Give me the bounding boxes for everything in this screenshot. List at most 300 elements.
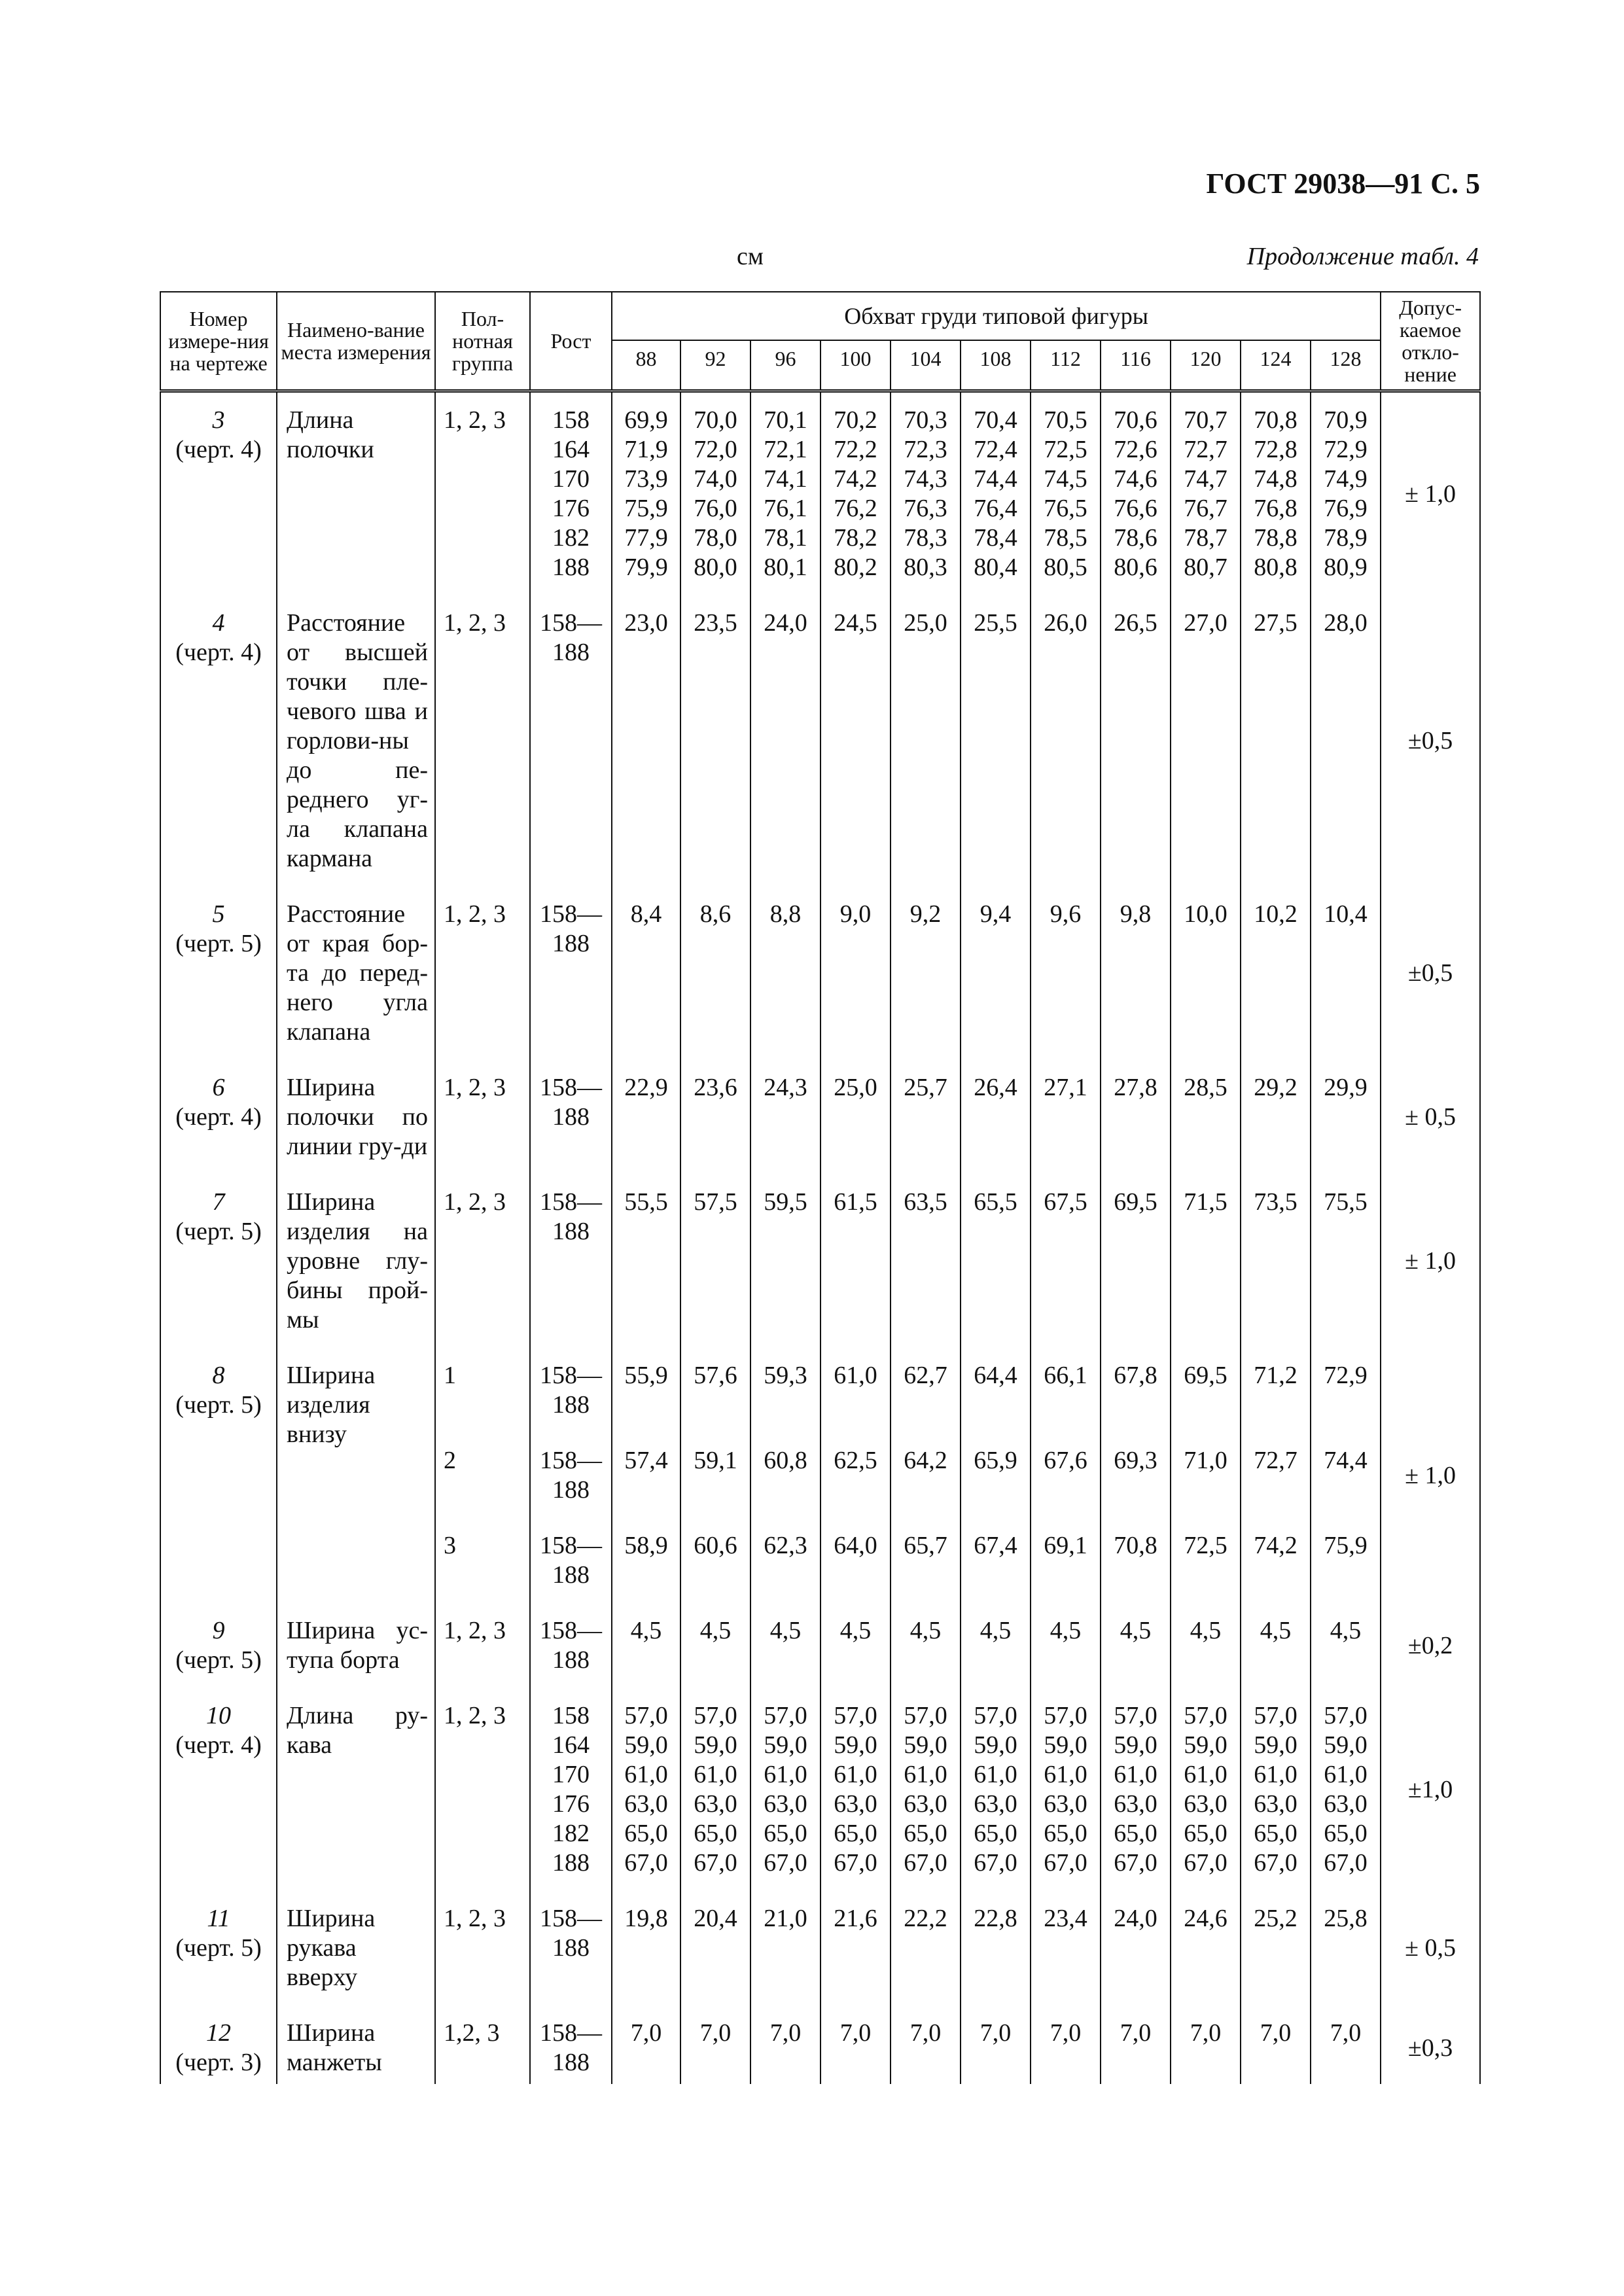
value-cell: [612, 595, 680, 887]
value-line: 29,2: [1254, 1074, 1297, 1101]
value-line: 74,8: [1254, 465, 1297, 493]
value-cell: [680, 595, 750, 887]
chest-size-112: 112: [1031, 340, 1101, 391]
value-line: 57,0: [764, 1702, 807, 1729]
value-cell: 75,9: [1311, 1518, 1381, 1603]
height-value: 158—: [540, 1074, 602, 1101]
value-line: 23,4: [1044, 1905, 1087, 1932]
fullness-group: 1, 2, 3: [435, 1688, 530, 1891]
value-cell: [1171, 595, 1241, 887]
measurement-number: [160, 1348, 277, 1603]
value-line: 78,2: [834, 524, 877, 552]
height-value: 158—: [540, 1532, 602, 1559]
value-line: 7,0: [1330, 2019, 1362, 2047]
value-cell: 62,3: [750, 1518, 821, 1603]
value-line: 75,9: [624, 495, 668, 522]
value-line: 67,0: [764, 1849, 807, 1877]
value-line: 59,0: [1184, 1731, 1227, 1759]
value-line: 10,2: [1254, 900, 1297, 928]
value-cell: [1171, 1603, 1241, 1688]
tolerance-cell: ±1,0: [1381, 1688, 1480, 1891]
value-line: 63,0: [764, 1790, 807, 1818]
value-line: 59,0: [624, 1731, 668, 1759]
value-cell: [891, 391, 961, 596]
value-cell: [1101, 391, 1171, 596]
chest-size-108: 108: [961, 340, 1031, 391]
value-cell: 59,3: [750, 1348, 821, 1433]
value-line: 65,0: [974, 1820, 1017, 1847]
value-line: 63,0: [1044, 1790, 1087, 1818]
value-cell: 55,9: [612, 1348, 680, 1433]
value-cell: [961, 595, 1031, 887]
value-cell: [1241, 1891, 1311, 2005]
value-line: 22,2: [904, 1905, 947, 1932]
drawing-ref: (черт. 4): [175, 1731, 262, 1759]
value-line: 70,3: [904, 406, 947, 434]
value-cell: [1241, 595, 1311, 887]
value-line: 57,5: [694, 1188, 737, 1216]
value-line: 67,0: [1254, 1849, 1297, 1877]
value-cell: [612, 1603, 680, 1688]
value-cell: [750, 2005, 821, 2084]
drawing-ref: (черт. 5): [175, 1934, 262, 1962]
value-line: 63,0: [694, 1790, 737, 1818]
value-line: 24,0: [1114, 1905, 1157, 1932]
value-cell: [1171, 2005, 1241, 2084]
value-cell: 57,6: [680, 1348, 750, 1433]
value-line: 10,4: [1324, 900, 1368, 928]
value-cell: 59,1: [680, 1433, 750, 1518]
value-cell: [891, 1688, 961, 1891]
measurement-index: 6: [212, 1074, 225, 1101]
fullness-group: 1, 2, 3: [435, 1174, 530, 1348]
fullness-group: 1,2, 3: [435, 2005, 530, 2084]
value-line: 78,6: [1114, 524, 1157, 552]
value-line: 61,0: [834, 1761, 877, 1788]
value-cell: [821, 595, 891, 887]
value-line: 7,0: [980, 2019, 1012, 2047]
measurement-index: 7: [212, 1188, 225, 1216]
value-line: 65,0: [764, 1820, 807, 1847]
measurement-name: Ширина изделия внизу: [277, 1348, 435, 1603]
value-line: 76,1: [764, 495, 807, 522]
value-line: 72,8: [1254, 436, 1297, 463]
value-line: 74,5: [1044, 465, 1087, 493]
value-cell: [612, 2005, 680, 2084]
value-line: 27,0: [1184, 609, 1227, 637]
value-cell: [680, 1688, 750, 1891]
chest-size-88: 88: [612, 340, 680, 391]
height-value: 188: [552, 1849, 590, 1877]
value-line: 65,0: [694, 1820, 737, 1847]
fullness-group: 2: [435, 1433, 530, 1518]
fullness-group: 1, 2, 3: [435, 595, 530, 887]
value-cell: [1101, 1060, 1171, 1174]
chest-size-104: 104: [891, 340, 961, 391]
value-cell: [750, 1688, 821, 1891]
value-line: 61,0: [1254, 1761, 1297, 1788]
value-line: 8,6: [699, 900, 732, 928]
value-line: 74,3: [904, 465, 947, 493]
standard-header: ГОСТ 29038—91 С. 5: [1206, 168, 1480, 200]
drawing-ref: (черт. 4): [175, 639, 262, 666]
value-cell: [1311, 1891, 1381, 2005]
height-cell: [530, 1174, 612, 1348]
value-line: 65,0: [904, 1820, 947, 1847]
measurement-name: Ширина изделия на уровне глу-бины прой-мы: [277, 1174, 435, 1348]
value-cell: [750, 1174, 821, 1348]
value-line: 10,0: [1184, 900, 1227, 928]
value-line: 8,4: [630, 900, 662, 928]
value-cell: [1241, 887, 1311, 1060]
value-line: 80,8: [1254, 554, 1297, 581]
value-cell: 69,5: [1171, 1348, 1241, 1433]
value-line: 59,0: [974, 1731, 1017, 1759]
value-line: 72,4: [974, 436, 1017, 463]
drawing-ref: (черт. 4): [175, 436, 262, 463]
value-cell: [961, 1891, 1031, 2005]
value-cell: [680, 391, 750, 596]
measurement-name: Ширина манжеты: [277, 2005, 435, 2084]
value-cell: [1311, 887, 1381, 1060]
value-line: 70,1: [764, 406, 807, 434]
value-cell: 64,0: [821, 1518, 891, 1603]
height-value: 170: [552, 465, 590, 493]
header-group: Пол-нотная группа: [435, 292, 530, 391]
value-cell: 72,9: [1311, 1348, 1381, 1433]
value-line: 61,0: [694, 1761, 737, 1788]
value-line: 75,5: [1324, 1188, 1368, 1216]
height-cell: [530, 1060, 612, 1174]
value-line: 65,0: [1324, 1820, 1368, 1847]
value-line: 76,3: [904, 495, 947, 522]
measurement-index: 4: [212, 609, 225, 637]
value-line: 57,0: [974, 1702, 1017, 1729]
value-line: 59,0: [834, 1731, 877, 1759]
value-cell: [1311, 2005, 1381, 2084]
value-line: 57,0: [624, 1702, 668, 1729]
value-cell: [1171, 1688, 1241, 1891]
value-line: 7,0: [1050, 2019, 1082, 2047]
value-cell: 66,1: [1031, 1348, 1101, 1433]
drawing-ref: (черт. 5): [175, 1646, 262, 1674]
measurement-number: [160, 1603, 277, 1688]
value-cell: [891, 2005, 961, 2084]
height-cell: [530, 595, 612, 887]
value-line: 65,0: [1044, 1820, 1087, 1847]
table-row: [160, 1060, 1480, 1174]
height-value: 188: [552, 1391, 590, 1419]
tolerance-cell: ± 0,5: [1381, 1060, 1480, 1174]
value-line: 63,0: [1184, 1790, 1227, 1818]
value-line: 22,9: [624, 1074, 668, 1101]
header-num: Номер измере-ния на чертеже: [160, 292, 277, 391]
fullness-group: 1, 2, 3: [435, 1060, 530, 1174]
height-value: 170: [552, 1761, 590, 1788]
height-value: 158—: [540, 1905, 602, 1932]
value-line: 57,0: [904, 1702, 947, 1729]
value-line: 61,5: [834, 1188, 877, 1216]
value-line: 79,9: [624, 554, 668, 581]
value-line: 28,5: [1184, 1074, 1227, 1101]
value-cell: [750, 1060, 821, 1174]
value-line: 7,0: [1120, 2019, 1152, 2047]
value-line: 27,1: [1044, 1074, 1087, 1101]
value-line: 74,7: [1184, 465, 1227, 493]
height-value: 188: [552, 639, 590, 666]
value-cell: [1171, 391, 1241, 596]
value-line: 24,6: [1184, 1905, 1227, 1932]
value-line: 7,0: [839, 2019, 872, 2047]
value-line: 76,6: [1114, 495, 1157, 522]
value-line: 61,0: [1324, 1761, 1368, 1788]
value-line: 7,0: [1260, 2019, 1292, 2047]
value-line: 4,5: [980, 1617, 1012, 1644]
value-cell: [1171, 1891, 1241, 2005]
value-cell: 67,6: [1031, 1433, 1101, 1518]
value-line: 25,7: [904, 1074, 947, 1101]
value-cell: 69,1: [1031, 1518, 1101, 1603]
value-line: 57,0: [1044, 1702, 1087, 1729]
value-cell: [612, 1060, 680, 1174]
value-cell: [961, 1060, 1031, 1174]
value-line: 74,4: [974, 465, 1017, 493]
value-line: 78,3: [904, 524, 947, 552]
value-line: 4,5: [1120, 1617, 1152, 1644]
value-line: 70,5: [1044, 406, 1087, 434]
value-line: 63,0: [834, 1790, 877, 1818]
value-line: 9,4: [980, 900, 1012, 928]
value-line: 23,6: [694, 1074, 737, 1101]
value-line: 67,0: [904, 1849, 947, 1877]
chest-size-128: 128: [1311, 340, 1381, 391]
height-cell: [530, 1348, 612, 1433]
value-cell: [680, 2005, 750, 2084]
tolerance-cell: ±0,5: [1381, 595, 1480, 887]
value-line: 63,0: [624, 1790, 668, 1818]
value-line: 73,9: [624, 465, 668, 493]
value-line: 26,4: [974, 1074, 1017, 1101]
measurement-index: 5: [212, 900, 225, 928]
value-cell: [680, 1060, 750, 1174]
value-line: 78,9: [1324, 524, 1368, 552]
value-cell: [961, 1174, 1031, 1348]
value-cell: [1241, 1174, 1311, 1348]
header-chest: Обхват груди типовой фигуры: [612, 292, 1381, 340]
height-value: 176: [552, 1790, 590, 1818]
value-line: 59,0: [1114, 1731, 1157, 1759]
height-cell: [530, 1433, 612, 1518]
header-tolerance: Допус-каемое откло-нение: [1381, 292, 1480, 391]
value-line: 80,7: [1184, 554, 1227, 581]
height-cell: [530, 1688, 612, 1891]
table-row: [160, 391, 1480, 596]
value-cell: 62,7: [891, 1348, 961, 1433]
value-cell: [750, 887, 821, 1060]
value-cell: [1311, 595, 1381, 887]
value-line: 21,6: [834, 1905, 877, 1932]
value-line: 76,8: [1254, 495, 1297, 522]
value-line: 80,6: [1114, 554, 1157, 581]
value-line: 24,0: [764, 609, 807, 637]
value-cell: [612, 1174, 680, 1348]
value-line: 74,0: [694, 465, 737, 493]
drawing-ref: (черт. 4): [175, 1103, 262, 1131]
value-line: 59,5: [764, 1188, 807, 1216]
value-cell: 74,4: [1311, 1433, 1381, 1518]
tolerance-cell: ± 1,0: [1381, 1174, 1480, 1348]
value-cell: [612, 887, 680, 1060]
value-line: 24,3: [764, 1074, 807, 1101]
value-cell: [1031, 595, 1101, 887]
value-line: 63,0: [1324, 1790, 1368, 1818]
unit-label: см: [737, 243, 764, 270]
value-line: 69,5: [1114, 1188, 1157, 1216]
value-line: 59,0: [694, 1731, 737, 1759]
value-line: 67,0: [1114, 1849, 1157, 1877]
value-line: 59,0: [1254, 1731, 1297, 1759]
height-cell: [530, 391, 612, 596]
value-line: 72,7: [1184, 436, 1227, 463]
value-line: 4,5: [1050, 1617, 1082, 1644]
value-cell: [750, 595, 821, 887]
value-cell: [612, 1688, 680, 1891]
value-cell: 69,3: [1101, 1433, 1171, 1518]
value-line: 67,0: [974, 1849, 1017, 1877]
value-line: 28,0: [1324, 609, 1368, 637]
height-cell: [530, 1603, 612, 1688]
height-value: 188: [552, 1218, 590, 1245]
tolerance-cell: ± 0,5: [1381, 1891, 1480, 2005]
value-line: 63,0: [974, 1790, 1017, 1818]
value-line: 76,0: [694, 495, 737, 522]
height-value: 176: [552, 495, 590, 522]
value-line: 67,0: [1324, 1849, 1368, 1877]
value-cell: [750, 391, 821, 596]
tolerance-cell: ± 1,0: [1381, 1348, 1480, 1603]
height-value: 158—: [540, 1617, 602, 1644]
fullness-group: 1: [435, 1348, 530, 1433]
value-cell: [1311, 1174, 1381, 1348]
height-cell: [530, 1891, 612, 2005]
value-line: 24,5: [834, 609, 877, 637]
value-cell: [891, 887, 961, 1060]
value-line: 80,3: [904, 554, 947, 581]
value-cell: [1241, 2005, 1311, 2084]
value-line: 70,6: [1114, 406, 1157, 434]
value-line: 57,0: [1324, 1702, 1368, 1729]
measurement-index: 8: [212, 1362, 225, 1389]
measurement-number: [160, 1060, 277, 1174]
value-cell: [1101, 1603, 1171, 1688]
value-line: 72,6: [1114, 436, 1157, 463]
value-line: 72,3: [904, 436, 947, 463]
height-value: 188: [552, 1476, 590, 1504]
height-value: 158—: [540, 1362, 602, 1389]
value-cell: 64,4: [961, 1348, 1031, 1433]
value-line: 72,9: [1324, 436, 1368, 463]
table-row: [160, 2005, 1480, 2084]
value-cell: [821, 1891, 891, 2005]
measurement-index: 9: [212, 1617, 225, 1644]
value-line: 67,0: [1184, 1849, 1227, 1877]
measurement-table: [160, 291, 1481, 2084]
fullness-group: 1, 2, 3: [435, 391, 530, 596]
value-line: 65,5: [974, 1188, 1017, 1216]
value-cell: [1171, 1060, 1241, 1174]
height-value: 188: [552, 1646, 590, 1674]
height-value: 188: [552, 1103, 590, 1131]
header-name: Наимено-вание места измерения: [277, 292, 435, 391]
value-cell: [612, 1891, 680, 2005]
value-line: 61,0: [1184, 1761, 1227, 1788]
value-line: 80,4: [974, 554, 1017, 581]
value-cell: [1031, 1060, 1101, 1174]
value-line: 70,7: [1184, 406, 1227, 434]
value-cell: [821, 1060, 891, 1174]
measurement-number: [160, 595, 277, 887]
fullness-group: 1, 2, 3: [435, 887, 530, 1060]
measurement-number: [160, 391, 277, 596]
value-cell: 72,5: [1171, 1518, 1241, 1603]
value-line: 23,5: [694, 609, 737, 637]
value-cell: 67,8: [1101, 1348, 1171, 1433]
value-cell: 71,0: [1171, 1433, 1241, 1518]
value-cell: [1101, 1688, 1171, 1891]
value-cell: [961, 1688, 1031, 1891]
value-line: 74,9: [1324, 465, 1368, 493]
value-line: 57,0: [1254, 1702, 1297, 1729]
value-line: 61,0: [974, 1761, 1017, 1788]
value-line: 26,5: [1114, 609, 1157, 637]
value-line: 29,9: [1324, 1074, 1368, 1101]
measurement-number: [160, 1688, 277, 1891]
value-line: 8,8: [769, 900, 802, 928]
value-line: 55,5: [624, 1188, 668, 1216]
drawing-ref: (черт. 5): [175, 1391, 262, 1419]
measurement-name: Длина полочки: [277, 391, 435, 596]
value-line: 78,8: [1254, 524, 1297, 552]
height-value: 158—: [540, 1188, 602, 1216]
height-cell: [530, 2005, 612, 2084]
measurement-index: 11: [207, 1905, 230, 1932]
measurement-number: [160, 887, 277, 1060]
value-cell: [1171, 887, 1241, 1060]
measurement-number: [160, 2005, 277, 2084]
tolerance-cell: ± 1,0: [1381, 391, 1480, 596]
value-cell: [1031, 1174, 1101, 1348]
value-line: 59,0: [904, 1731, 947, 1759]
value-cell: [1031, 1603, 1101, 1688]
value-line: 78,7: [1184, 524, 1227, 552]
value-cell: [612, 391, 680, 596]
value-cell: [961, 1603, 1031, 1688]
height-value: 182: [552, 524, 590, 552]
value-line: 76,7: [1184, 495, 1227, 522]
value-cell: [1031, 391, 1101, 596]
value-line: 78,4: [974, 524, 1017, 552]
table-row: [160, 1348, 1480, 1433]
value-cell: 70,8: [1101, 1518, 1171, 1603]
value-cell: [1031, 887, 1101, 1060]
value-line: 25,0: [834, 1074, 877, 1101]
drawing-ref: (черт. 5): [175, 930, 262, 957]
value-line: 67,0: [834, 1849, 877, 1877]
value-line: 65,0: [1114, 1820, 1157, 1847]
measurement-index: 3: [212, 406, 225, 434]
value-cell: [680, 1174, 750, 1348]
height-value: 164: [552, 1731, 590, 1759]
